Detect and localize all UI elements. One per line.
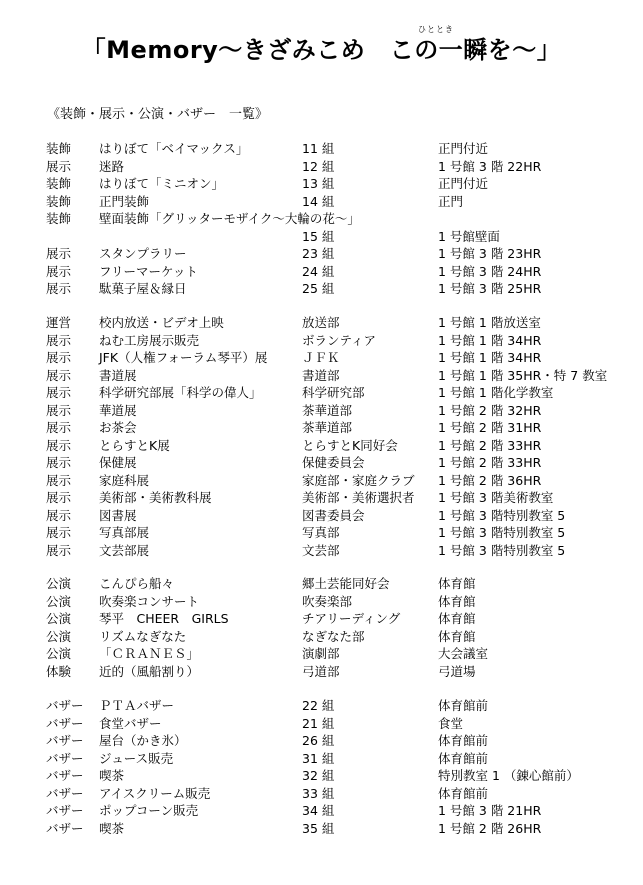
item-name: ポップコーン販売 [99,803,199,818]
item-name: 図書展 [99,507,137,523]
list-item [0,193,643,211]
item-name: 写真部展 [99,525,150,540]
list-item [0,402,643,420]
item-name: ねむ工房展示販売 [99,332,200,348]
item-location: 体育館前 [438,785,489,801]
list-item [0,454,643,472]
item-location: 特別教室 1 （錬心館前） [438,768,579,783]
item-name: 駄菓子屋＆縁日 [99,281,187,296]
item-name: 華道展 [99,402,137,418]
item-name: 科学研究部展「科学の偉人」 [99,385,262,400]
list-item [0,802,643,820]
item-organizer: 34 組 [302,803,335,818]
list-item [0,524,643,542]
item-organizer: 茶華道部 [302,420,353,435]
item-type: 公演 [46,628,72,644]
item-organizer: 美術部・美術選択者 [302,490,415,505]
list-item [0,645,643,663]
item-name: お茶会 [99,420,137,435]
item-location: 1 号館 2 階 33HR [438,455,542,470]
item-location: 1 号館 3 階 21HR [438,803,542,818]
list-item [0,472,643,490]
item-type: 展示 [46,455,72,470]
list-item [0,140,643,158]
item-location: 1 号館 3 階特別教室 5 [438,507,566,523]
item-type: 装飾 [46,141,72,156]
item-type: 展示 [46,385,72,400]
item-location: 体育館前 [438,733,489,748]
item-organizer: チアリーディング [302,611,401,626]
item-type: 装飾 [46,176,72,191]
item-type: 展示 [46,507,72,523]
item-name: ＰＴＡバザー [99,698,175,713]
list-item [0,785,643,803]
title-ruby: ひととき [418,25,454,34]
item-organizer: 放送部 [302,315,340,330]
item-organizer: 33 組 [302,785,335,801]
item-location: 体育館前 [438,698,489,713]
item-location: 正門付近 [438,176,489,191]
item-type: 体験 [46,663,72,679]
item-location: 1 号館 2 階 31HR [438,420,542,435]
list-item [0,210,643,228]
item-location: 1 号館 3 階特別教室 5 [438,542,566,558]
item-name: 喫茶 [99,768,125,783]
item-type: バザー [46,803,84,818]
item-type: 装飾 [46,211,72,226]
list-item [0,628,643,646]
item-location: 1 号館 3 階 22HR [438,158,542,174]
item-type: 展示 [46,332,72,348]
item-name: アイスクリーム販売 [99,785,211,801]
item-organizer: 26 組 [302,733,335,748]
list-item [0,384,643,402]
item-type: 展示 [46,437,72,453]
item-organizer: 13 組 [302,176,335,191]
item-name: スタンプラリー [99,246,187,261]
item-location: 体育館前 [438,750,489,766]
list-item [0,732,643,750]
list-item [0,437,643,455]
item-type: 展示 [46,246,72,261]
item-location: 大会議室 [438,646,489,661]
item-organizer: なぎなた部 [302,628,365,644]
list-item [0,542,643,560]
list-item [0,314,643,332]
item-name: 食堂バザー [99,715,162,731]
item-organizer: 家庭部・家庭クラブ [302,472,415,488]
item-organizer: 23 組 [302,246,335,261]
item-organizer: 35 組 [302,820,335,836]
item-name: 書道展 [99,367,137,383]
list-item [0,593,643,611]
item-type: バザー [46,715,84,731]
item-type: 展示 [46,525,72,540]
list-item [0,280,643,298]
item-organizer: 11 組 [302,141,335,156]
item-name: フリーマーケット [99,263,198,279]
item-organizer: 14 組 [302,193,335,209]
item-name: はりぼて「ミニオン」 [99,176,225,191]
item-organizer: ＪＦＫ [302,350,340,365]
item-organizer: ボランティア [302,332,377,348]
item-type: 公演 [46,593,72,609]
list-item [0,575,643,593]
list-item [0,489,643,507]
item-name: 屋台（かき氷） [99,733,187,748]
item-name: 吹奏楽コンサート [99,593,200,609]
item-location: 1 号館 3 階 23HR [438,246,542,261]
item-name: 正門装飾 [99,193,150,209]
list-item [0,245,643,263]
item-name: 校内放送・ビデオ上映 [99,315,224,330]
item-location: 体育館 [438,576,476,591]
list-item [0,663,643,681]
list-item [0,263,643,281]
item-organizer: 弓道部 [302,663,340,679]
item-location: 1 号館 2 階 32HR [438,402,542,418]
item-organizer: 21 組 [302,715,335,731]
item-location: 1 号館 1 階 34HR [438,350,542,365]
item-organizer: 32 組 [302,768,335,783]
item-location: 1 号館 1 階 34HR [438,332,542,348]
item-type: 展示 [46,542,72,558]
item-type: バザー [46,820,84,836]
item-type: 装飾 [46,193,72,209]
item-type: バザー [46,785,84,801]
item-organizer: 22 組 [302,698,335,713]
list-item [0,610,643,628]
item-name: とらすとK展 [99,437,170,453]
item-location: 1 号館 3 階特別教室 5 [438,525,566,540]
item-type: 展示 [46,281,72,296]
item-organizer: 演劇部 [302,646,340,661]
item-location: 体育館 [438,593,476,609]
list-item [0,175,643,193]
list-item [0,767,643,785]
list-item [0,367,643,385]
item-location: 弓道場 [438,663,476,679]
item-location: 1 号館 1 階化学教室 [438,385,554,400]
item-type: 公演 [46,576,72,591]
item-type: バザー [46,733,84,748]
list-item [0,349,643,367]
item-type: 展示 [46,367,72,383]
item-location: 1 号館 3 階 24HR [438,263,542,279]
list-item [0,507,643,525]
item-organizer: 12 組 [302,158,335,174]
item-organizer: 科学研究部 [302,385,365,400]
page-title: 「Memory～きざみこめ この一瞬を～」 [81,36,562,64]
item-location: 1 号館 1 階放送室 [438,315,541,330]
item-organizer: 吹奏楽部 [302,593,353,609]
item-name: リズムなぎなた [99,628,187,644]
item-organizer: 保健委員会 [302,455,365,470]
item-location: 食堂 [438,715,464,731]
list-item [0,332,643,350]
item-type: 公演 [46,646,72,661]
item-type: バザー [46,698,84,713]
list-item [0,228,643,246]
item-type: 展示 [46,490,72,505]
item-type: 展示 [46,263,72,279]
item-name: 壁面装飾「グリッターモザイク～大輪の花～」 [99,211,360,226]
item-name: 文芸部展 [99,542,150,558]
item-location: 1 号館 2 階 33HR [438,437,542,453]
item-name: JFK（人権フォーラム琴平）展 [99,350,268,365]
item-organizer: 24 組 [302,263,335,279]
item-organizer: 写真部 [302,525,340,540]
item-type: 展示 [46,472,72,488]
item-type: 展示 [46,350,72,365]
list-item [0,697,643,715]
item-name: こんぴら船々 [99,576,175,591]
item-type: 展示 [46,402,72,418]
item-name: 「ＣＲＡＮＥＳ」 [99,646,200,661]
item-name: 家庭科展 [99,472,150,488]
item-location: 1 号館 3 階美術教室 [438,490,554,505]
item-organizer: 郷土芸能同好会 [302,576,390,591]
list-item [0,820,643,838]
item-name: 喫茶 [99,820,125,836]
item-location: 体育館 [438,611,476,626]
item-location: 体育館 [438,628,476,644]
item-name: 保健展 [99,455,137,470]
item-name: 琴平 CHEER GIRLS [99,611,229,626]
item-location: 1 号館 2 階 26HR [438,820,542,836]
item-organizer: 25 組 [302,281,335,296]
list-item [0,750,643,768]
item-organizer: とらすとK同好会 [302,437,398,453]
list-subtitle: 《装飾・展示・公演・バザー 一覧》 [47,107,269,122]
item-location: 1 号館壁面 [438,228,500,244]
item-name: 美術部・美術教科展 [99,490,212,505]
item-organizer: 文芸部 [302,542,340,558]
item-organizer: 図書委員会 [302,507,365,523]
item-type: 展示 [46,420,72,435]
item-type: 運営 [46,315,72,330]
item-name: ジュース販売 [99,750,174,766]
item-location: 1 号館 1 階 35HR・特 7 教室 [438,367,608,383]
item-type: 展示 [46,158,72,174]
list-item [0,158,643,176]
item-name: 迷路 [99,158,125,174]
item-location: 正門付近 [438,141,489,156]
item-location: 正門 [438,193,464,209]
item-type: バザー [46,768,84,783]
item-type: 公演 [46,611,72,626]
item-organizer: 31 組 [302,750,335,766]
item-location: 1 号館 3 階 25HR [438,281,542,296]
item-name: 近的（風船割り） [99,663,200,679]
item-type: バザー [46,750,84,766]
item-organizer: 茶華道部 [302,402,353,418]
item-organizer: 書道部 [302,367,340,383]
item-location: 1 号館 2 階 36HR [438,472,542,488]
list-item [0,419,643,437]
item-organizer: 15 組 [302,228,335,244]
list-item [0,715,643,733]
item-name: はりぼて「ベイマックス」 [99,141,249,156]
